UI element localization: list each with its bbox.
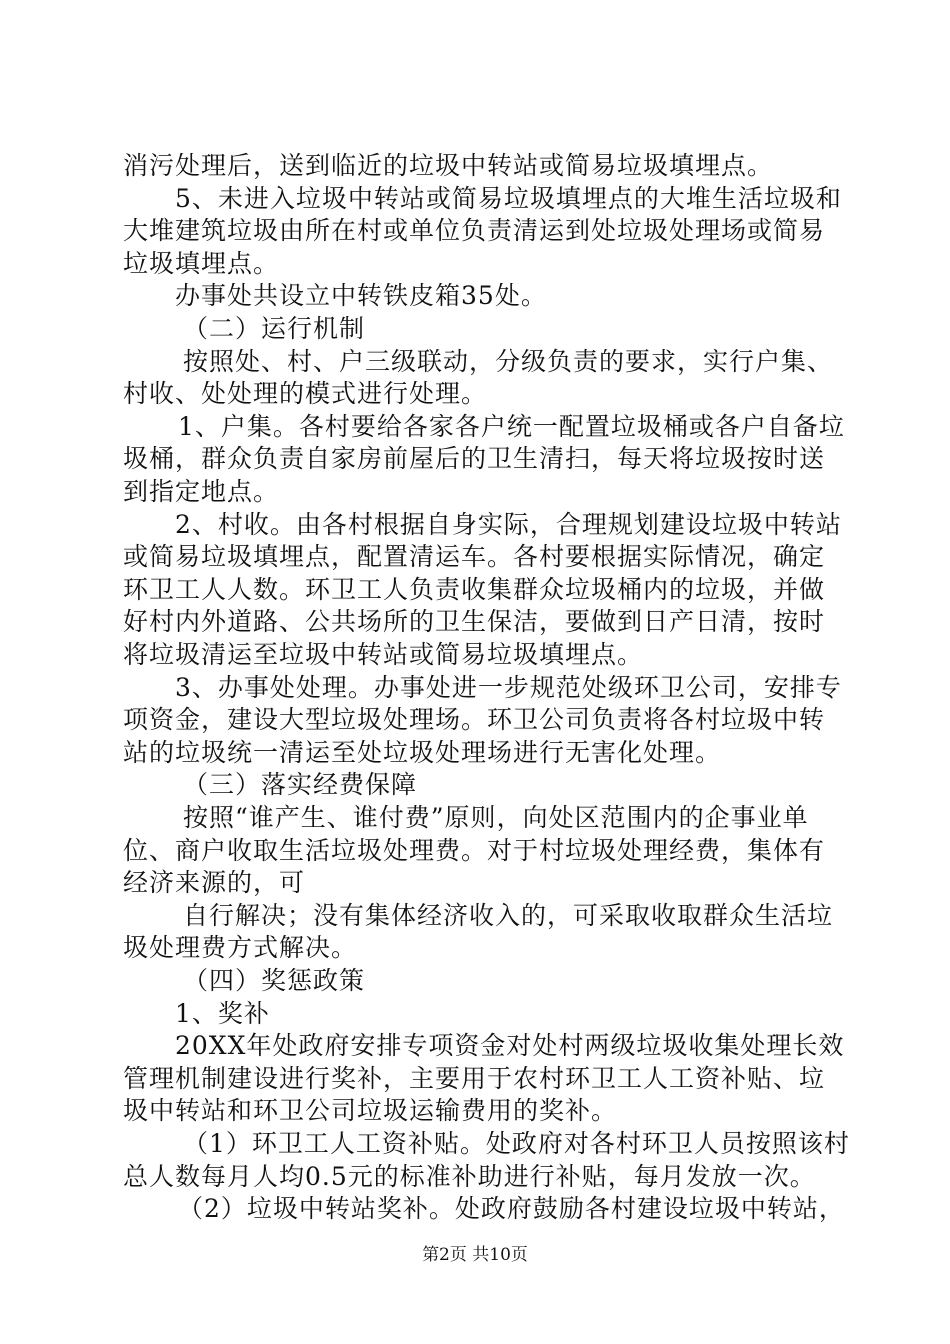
text-line: 1、户集。各村要给各家各户统一配置垃圾桶或各户自备垃 [178, 411, 845, 441]
text-line: 垃圾填埋点。 [123, 248, 280, 278]
text-line: 圾处理费方式解决。 [123, 933, 358, 963]
text-line: （1）环卫工人工资补贴。处政府对各村环卫人员按照该村 [183, 1129, 850, 1158]
text-line: 2、村收。由各村根据自身实际，合理规划建设垃圾中转站 [175, 509, 842, 539]
text-line: 按照“谁产生、谁付费”原则，向处区范围内的企事业单 [183, 803, 809, 832]
text-line: 大堆建筑垃圾由所在村或单位负责清运到处垃圾处理场或简易 [123, 216, 826, 246]
section-heading: （二）运行机制 [183, 314, 366, 343]
text-line: 总人数每月人均0.5元的标准补助进行补贴，每月发放一次。 [123, 1161, 816, 1191]
text-line: 管理机制建设进行奖补，主要用于农村环卫工人工资补贴、垃 [123, 1063, 826, 1093]
text-line: 按照处、村、户三级联动，分级负责的要求，实行户集、 [183, 346, 834, 376]
text-line: 站的垃圾统一清运至处垃圾处理场进行无害化处理。 [123, 737, 722, 767]
text-line: 好村内外道路、公共场所的卫生保洁，要做到日产日清，按时 [123, 607, 826, 637]
page-number-footer: 第2页 共10页 [422, 1245, 528, 1265]
text-line: 5、未进入垃圾中转站或简易垃圾填埋点的大堆生活垃圾和 [175, 183, 842, 213]
text-line: 圾中转站和环卫公司垃圾运输费用的奖补。 [123, 1096, 618, 1126]
text-line: 村收、处处理的模式进行处理。 [123, 379, 488, 409]
text-line: 到指定地点。 [123, 477, 280, 506]
section-heading: （四）奖惩政策 [183, 966, 366, 995]
text-line: 1、奖补 [175, 998, 270, 1028]
text-line: 环卫工人人数。环卫工人负责收集群众垃圾桶内的垃圾，并做 [123, 574, 826, 604]
text-line: 自行解决；没有集体经济收入的，可采取收取群众生活垃 [183, 900, 834, 930]
text-line: 圾桶，群众负责自家房前屋后的卫生清扫，每天将垃圾按时送 [123, 444, 826, 474]
section-heading: （三）落实经费保障 [183, 770, 418, 800]
text-line: 或简易垃圾填埋点，配置清运车。各村要根据实际情况，确定 [123, 542, 826, 572]
text-line: （2）垃圾中转站奖补。处政府鼓励各村建设垃圾中转站， [178, 1194, 845, 1224]
text-line: 项资金，建设大型垃圾处理场。环卫公司负责将各村垃圾中转 [123, 705, 826, 735]
text-line: 将垃圾清运至垃圾中转站或简易垃圾填埋点。 [123, 640, 644, 669]
text-line: 位、商户收取生活垃圾处理费。对于村垃圾处理经费，集体有 [123, 835, 826, 865]
text-line: 3、办事处处理。办事处进一步规范处级环卫公司，安排专 [175, 672, 842, 702]
text-line: 办事处共设立中转铁皮箱35处。 [175, 281, 547, 311]
text-line: 经济来源的，可 [123, 868, 306, 898]
text-line: 消污处理后，送到临近的垃圾中转站或简易垃圾填埋点。 [123, 151, 774, 180]
text-line: 20XX年处政府安排专项资金对处村两级垃圾收集处理长效 [175, 1031, 845, 1061]
